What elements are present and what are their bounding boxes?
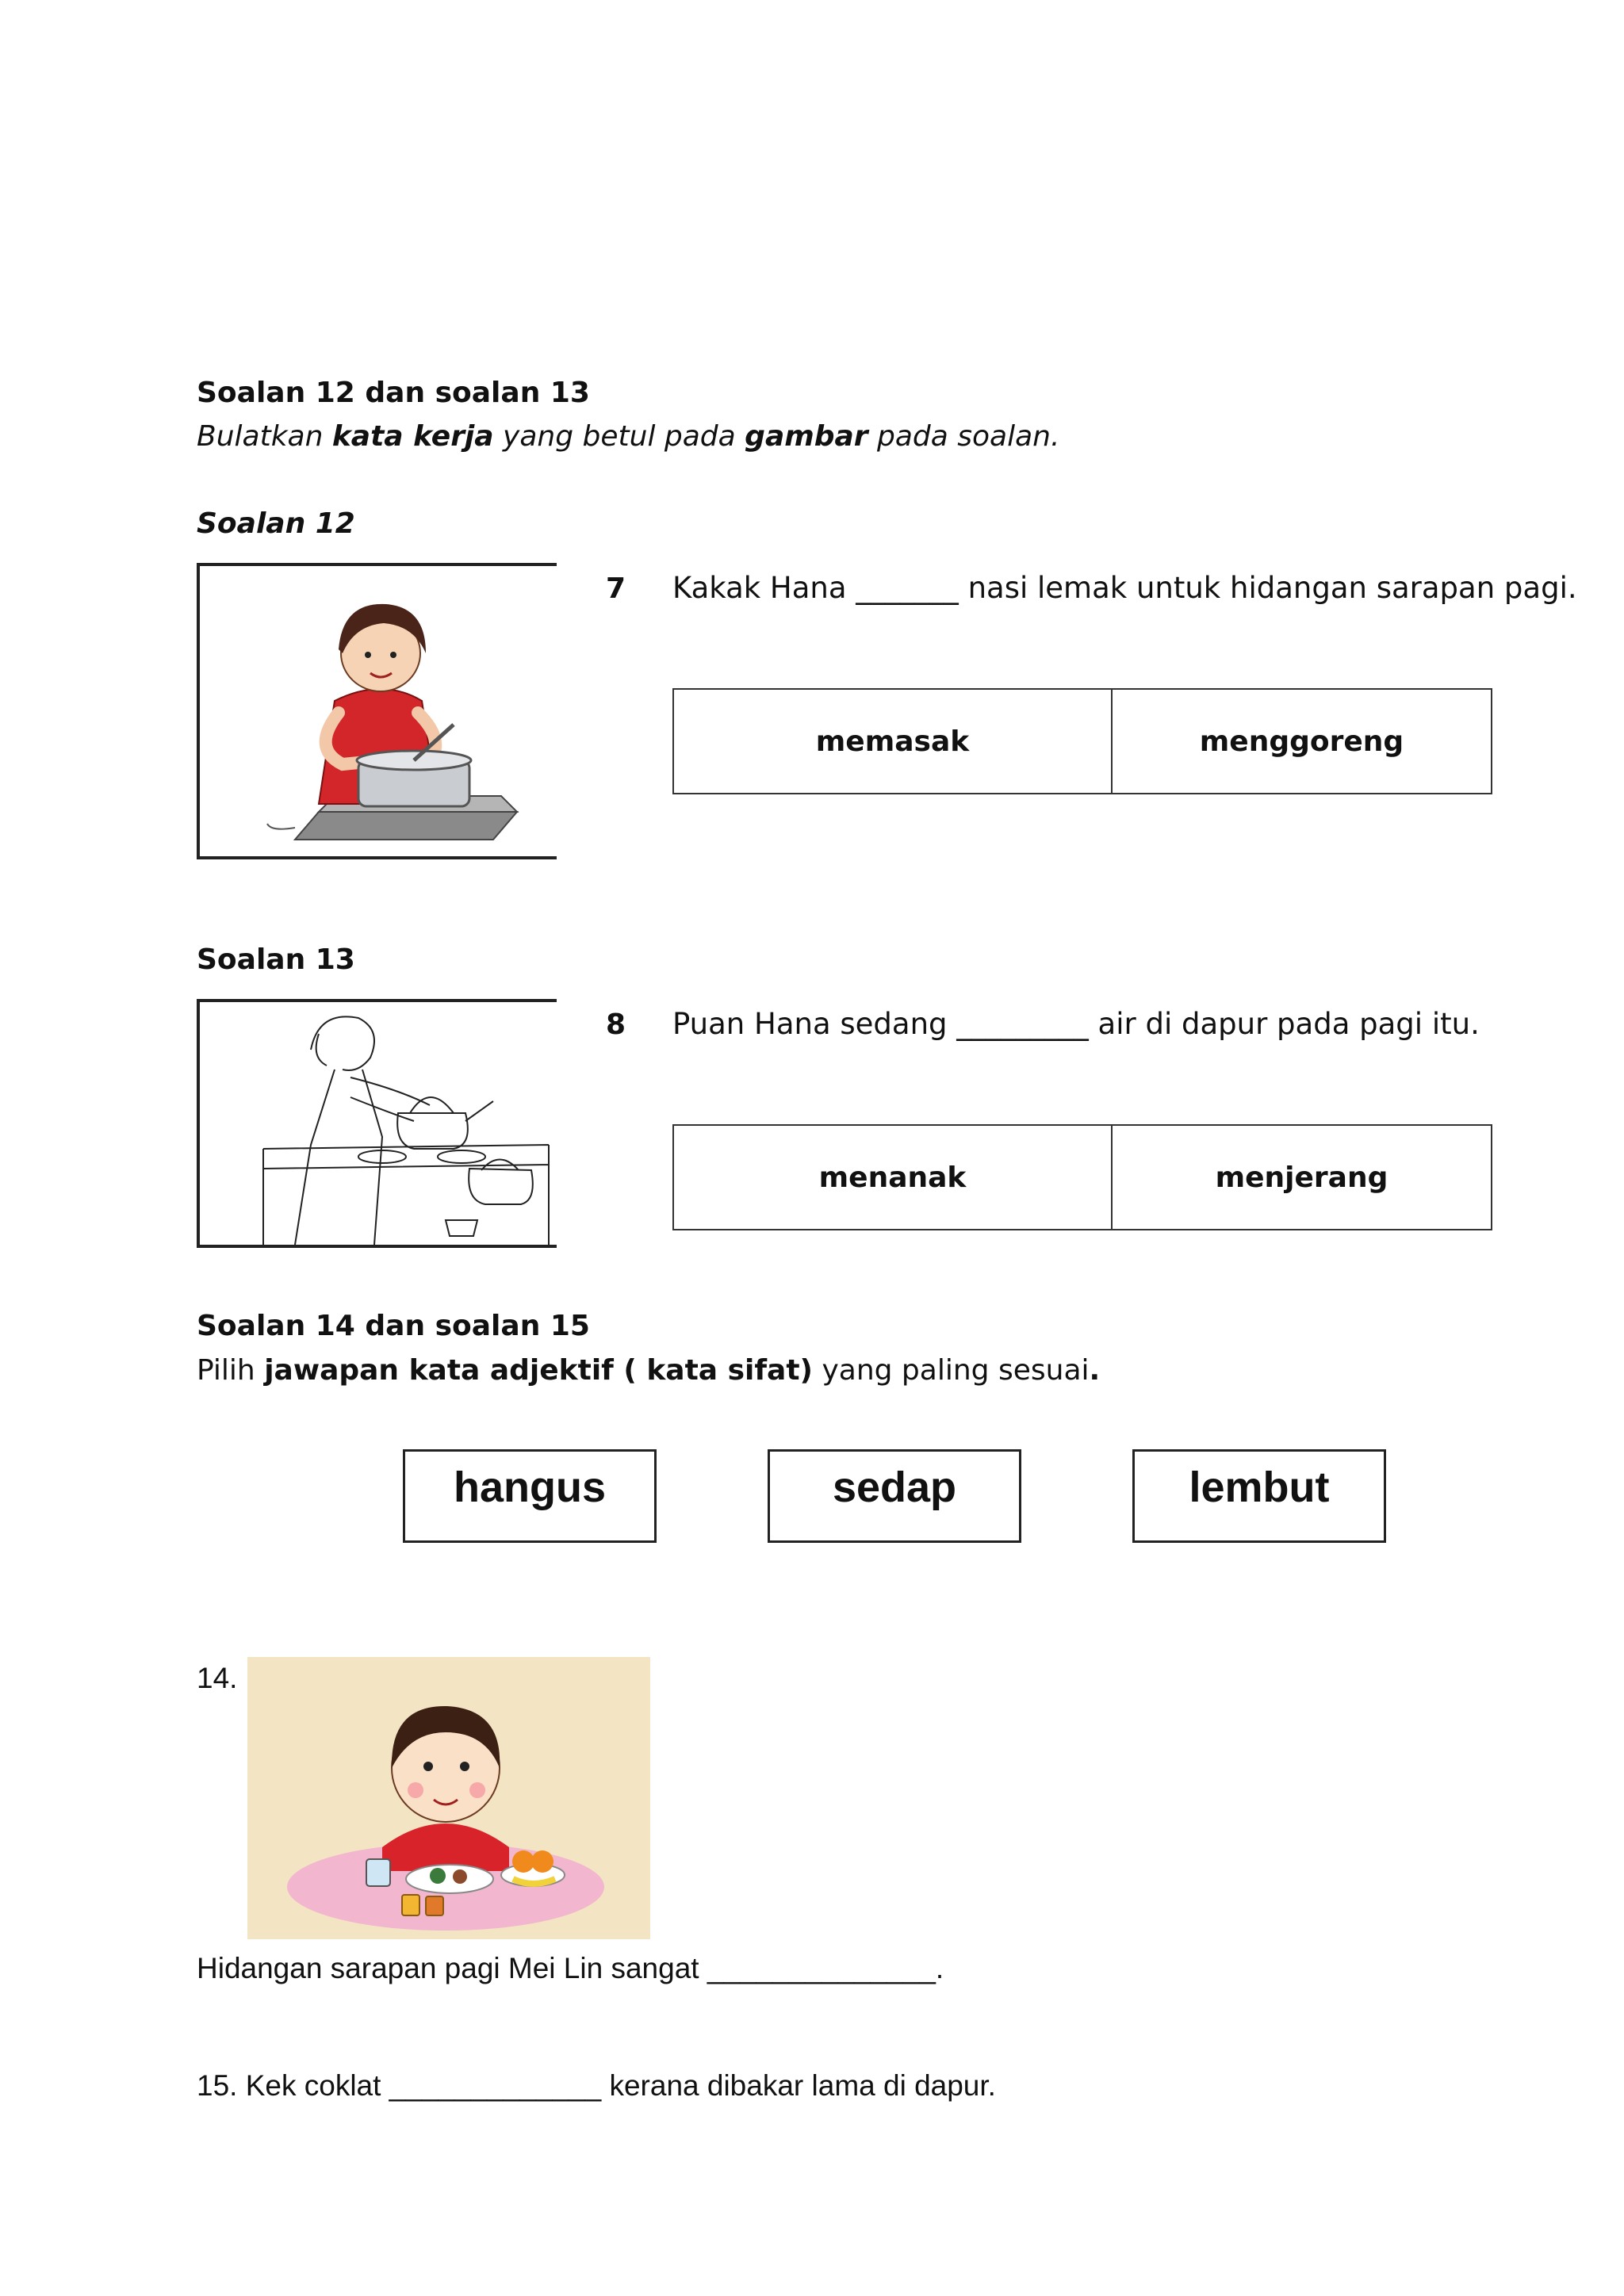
- girl-eating-illustration: [247, 1657, 650, 1939]
- section-instruction-14-15: [197, 1354, 1100, 1387]
- question-12-sentence: Kakak Hana _______ nasi lemak untuk hidangan sarapan pagi.: [672, 571, 1577, 605]
- word-box-sedap: sedap: [768, 1449, 1021, 1543]
- option-menanak[interactable]: menanak: [818, 1161, 967, 1194]
- cooking-woman-image: [197, 563, 557, 859]
- boiling-water-illustration: [200, 1002, 557, 1245]
- question-13-heading: Soalan 13: [197, 943, 355, 976]
- question-13-options: [672, 1124, 1492, 1230]
- instruction-bold: gambar: [745, 420, 868, 453]
- question-12-options: [672, 688, 1492, 794]
- instruction-bold: .: [1089, 1354, 1101, 1387]
- section-heading-12-13: Soalan 12 dan soalan 13: [197, 377, 590, 409]
- question-13-number: 8: [606, 1008, 626, 1041]
- word-box-hangus: hangus: [403, 1449, 657, 1543]
- girl-eating-image: [247, 1657, 650, 1939]
- question-12-number: 7: [606, 572, 626, 605]
- question-12-heading: Soalan 12: [197, 507, 355, 540]
- instruction-part: Pilih: [197, 1354, 265, 1387]
- section-heading-14-15: Soalan 14 dan soalan 15: [197, 1310, 590, 1342]
- instruction-bold: jawapan kata adjektif ( kata sifat): [264, 1354, 814, 1387]
- section-instruction-12-13: [197, 420, 1059, 453]
- cooking-woman-illustration: [200, 566, 557, 856]
- instruction-part: yang betul pada: [493, 420, 745, 453]
- option-memasak[interactable]: memasak: [815, 725, 970, 758]
- question-15-sentence: 15. Kek coklat _____________ kerana dibakar lama di dapur.: [197, 2069, 996, 2102]
- instruction-part: Bulatkan: [197, 420, 332, 453]
- boiling-water-image: [197, 999, 557, 1248]
- question-14-number: 14.: [197, 1662, 238, 1694]
- option-menjerang[interactable]: menjerang: [1111, 1126, 1491, 1229]
- instruction-part: yang paling sesuai: [813, 1354, 1090, 1387]
- option-menggoreng[interactable]: menggoreng: [1111, 690, 1491, 793]
- question-14-sentence: Hidangan sarapan pagi Mei Lin sangat ______________.: [197, 1952, 944, 1984]
- question-13-sentence: Puan Hana sedang _________ air di dapur pada pagi itu.: [672, 1007, 1480, 1041]
- word-box-lembut: lembut: [1132, 1449, 1386, 1543]
- instruction-part: pada soalan.: [868, 420, 1060, 453]
- instruction-bold: kata kerja: [331, 420, 494, 453]
